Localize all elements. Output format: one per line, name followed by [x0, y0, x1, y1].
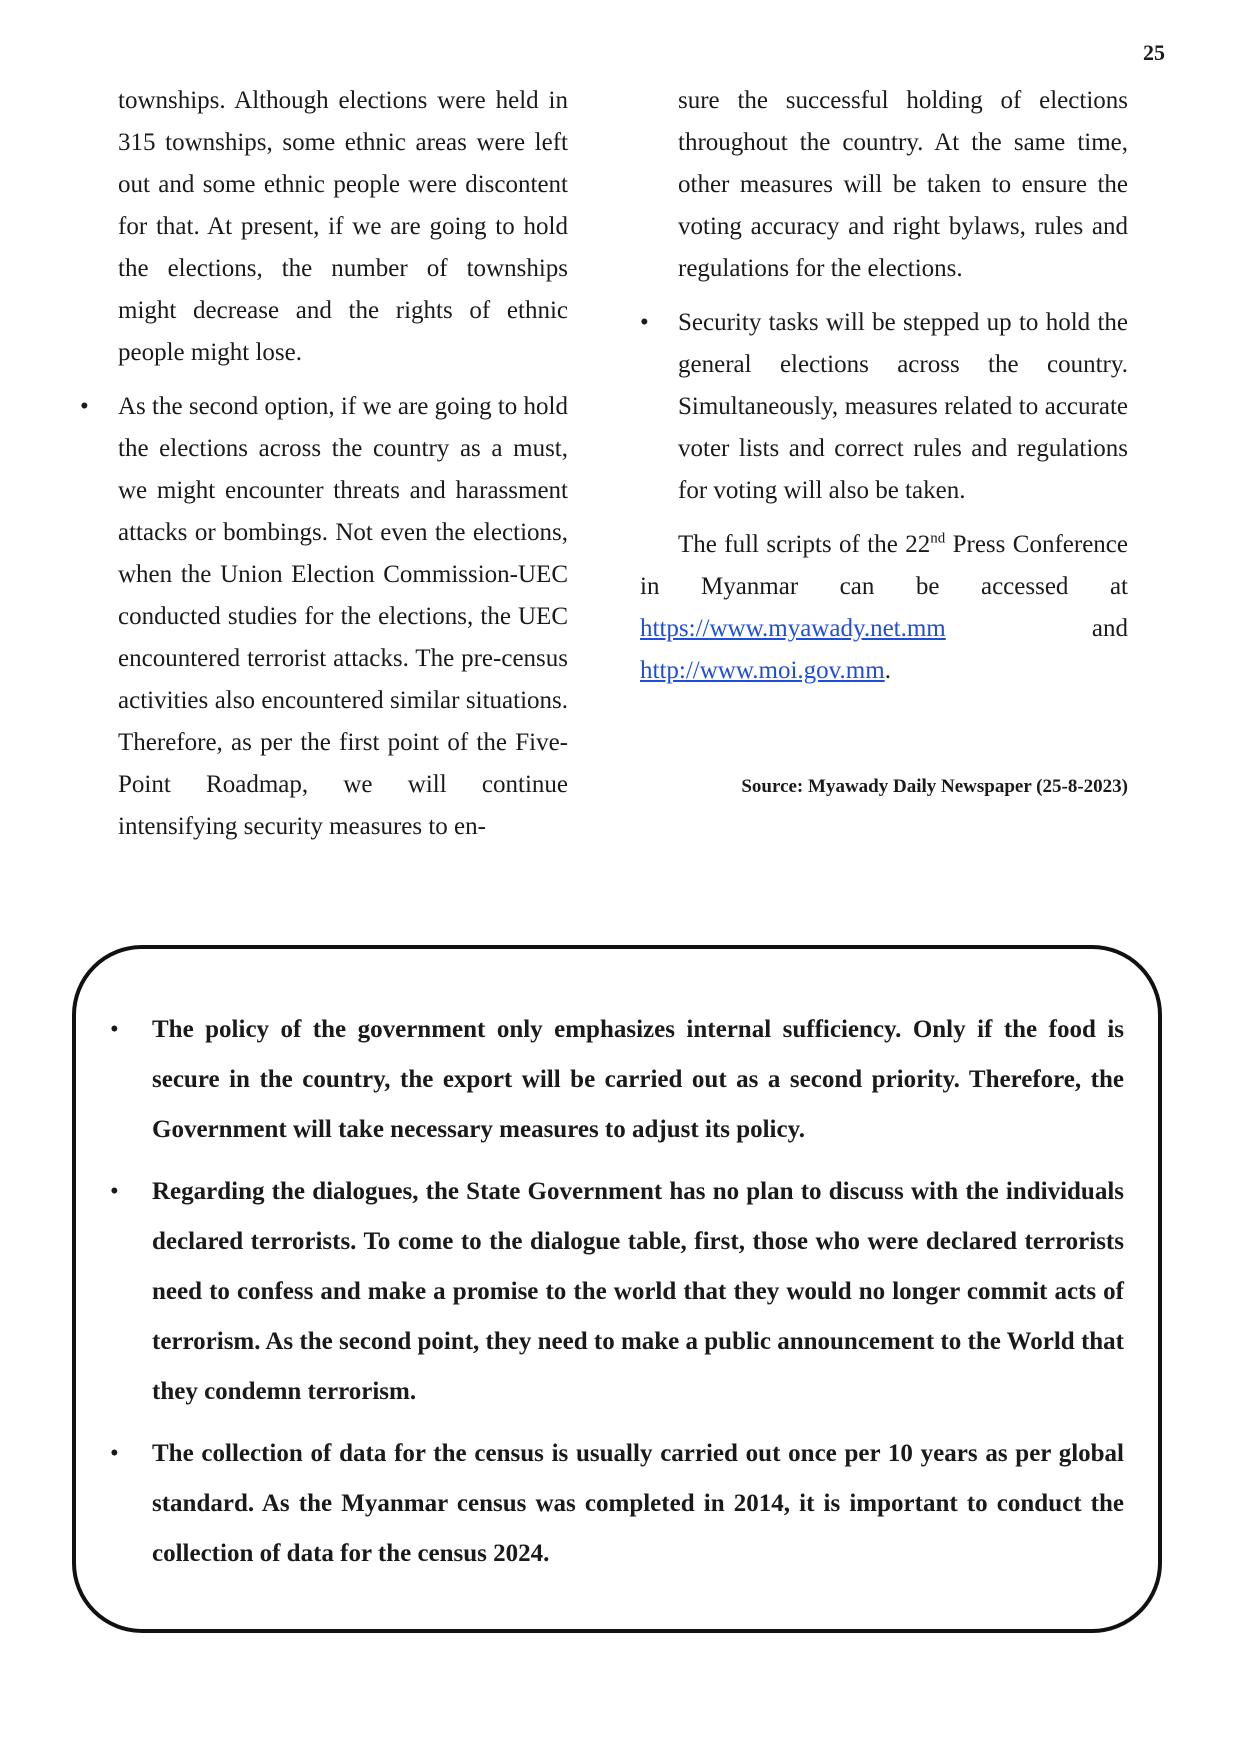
closing-paragraph — [640, 524, 1128, 692]
page-number: 25 — [1143, 40, 1165, 65]
left-bullet-list — [80, 386, 568, 848]
highlight-bullet-list — [110, 1005, 1124, 1591]
right-column — [640, 80, 1128, 808]
highlight-item-census: • The collection of data for the census is usually carried out once per 10 years as per global standard. As the Myanmar census was completed in 2014, it is important to conduct the collection of data for the census 2024. — [110, 1429, 1124, 1579]
right-bullet-list — [640, 302, 1128, 512]
moi-link[interactable]: http://www.moi.gov.mm — [640, 657, 885, 684]
myawady-link[interactable]: https://www.myawady.net.mm — [640, 615, 946, 642]
closing-text-and: and — [945, 615, 1128, 642]
right-bullet-item: • Security tasks will be stepped up to hold the general elections across the country. Simultaneously, measures related to accurate voter lists and correct rules and regulations for voting will also be taken. — [640, 302, 1128, 512]
right-continuation-paragraph: sure the successful holding of elections throughout the country. At the same time, other measures will be taken to ensure the voting accuracy and right bylaws, rules and regulations for the elections. — [678, 87, 1128, 282]
ordinal-superscript: nd — [930, 530, 946, 547]
left-column — [80, 80, 568, 848]
closing-text-end: . — [884, 657, 891, 684]
left-continuation-paragraph: townships. Although elections were held in 315 townships, some ethnic areas were left out and some ethnic people were discontent for that. At present, if we are going to hold the elections, the number of townships might decrease and the rights of ethnic people might lose. — [118, 87, 568, 366]
closing-text-middle: Press Conference in Myanmar can be accessed at — [640, 531, 1128, 600]
highlight-box — [72, 945, 1162, 1633]
left-bullet-item: • As the second option, if we are going to hold the elections across the country as a must, we might encounter threats and harassment attacks or bombings. Not even the elections, when the Union Election Commission-UEC conducted studies for the elections, the UEC encountered terrorist attacks. The pre-census activities also encountered similar situations. Therefore, as per the first point of the Five-Point Roadmap, we will continue intensifying security measures to en- — [80, 386, 568, 848]
highlight-item-food-policy: • The policy of the government only emphasizes internal sufficiency. Only if the food is secure in the country, the export will be carried out as a second priority. Therefore, the Government will take necessary measures to adjust its policy. — [110, 1005, 1124, 1155]
source-citation: Source: Myawady Daily Newspaper (25-8-2023) — [741, 776, 1128, 797]
highlight-item-dialogues: • Regarding the dialogues, the State Government has no plan to discuss with the individuals declared terrorists. To come to the dialogue table, first, those who were declared terrorists need to confess and make a promise to the world that they would no longer commit acts of terrorism. As the second point, they need to make a public announcement to the World that they condemn terrorism. — [110, 1167, 1124, 1417]
closing-text-start: The full scripts of the 22 — [678, 531, 931, 558]
